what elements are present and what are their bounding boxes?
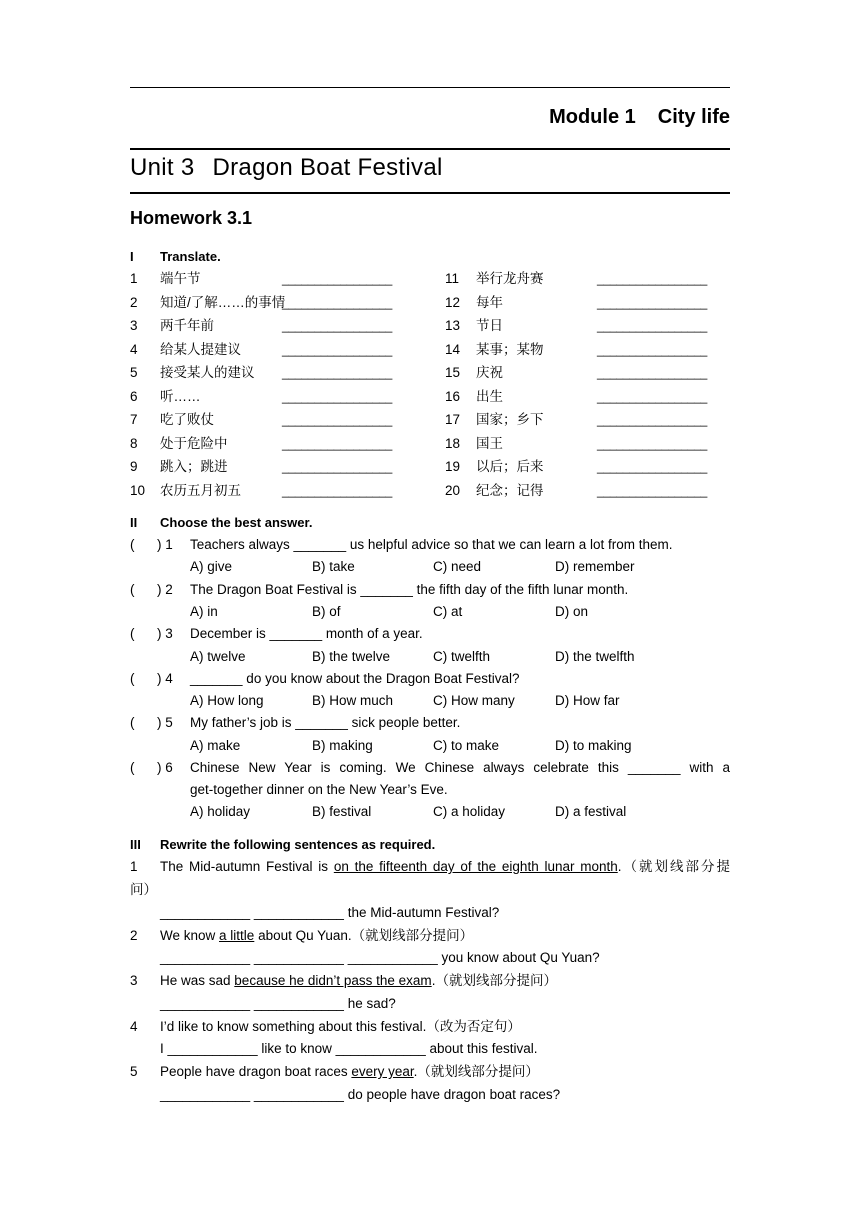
module-heading: Module 1 City life [549,106,730,128]
sentence-text: The Mid-autumn Festival is [160,859,334,874]
item-number: 13 [445,318,461,333]
answer-paren-open: ( [130,760,135,775]
option-c[interactable]: C) twelfth [433,648,491,664]
item-chinese-term: 端午节 [160,271,201,286]
item-number: 1 [130,271,138,286]
question-text: The Dragon Boat Festival is _______ the fifth day of the fifth lunar month. [190,581,629,597]
question-number: ) 6 [157,760,173,775]
question-text: _______ do you know about the Dragon Boat Festival? [190,670,520,686]
sentence [160,970,557,992]
item-number: 10 [130,482,146,498]
answer-blank[interactable]: _________________ [597,319,708,333]
answer-blank[interactable]: _________________ [597,436,708,451]
item-number: 5 [130,365,138,380]
item-chinese-term: 跳入；跳进 [160,459,228,474]
item-chinese-term: 举行龙舟赛 [476,271,544,286]
module-rule [130,148,730,150]
question-number: ) 2 [157,581,173,597]
answer-blank[interactable]: _________________ [597,413,708,427]
option-d[interactable]: D) How far [555,693,620,709]
item-chinese-term: 节日 [476,318,503,333]
item-number: 4 [130,341,138,357]
item-number: 18 [445,435,461,451]
item-number: 19 [445,459,461,474]
item-chinese-term: 接受某人的建议 [160,365,255,380]
answer-line[interactable]: I ____________ like to know ____________ about this festival. [160,1041,538,1056]
sentence-text: We know [160,927,220,943]
sentence-text: People have dragon boat races [160,1064,352,1079]
question-text: My father’s job is _______ sick people better. [190,715,461,731]
answer-blank[interactable]: _________________ [282,272,393,286]
option-c[interactable]: C) to make [433,737,500,753]
item-number: 17 [445,412,461,427]
sentence-instruction: .（就划线部分提问） [431,973,557,988]
option-b[interactable]: B) How much [312,693,394,709]
option-a[interactable]: A) give [190,559,233,575]
item-number: 15 [445,365,461,380]
answer-blank[interactable]: _________________ [597,342,708,357]
option-b[interactable]: B) festival [312,804,372,820]
answer-blank[interactable]: _________________ [597,272,708,286]
item-chinese-term: 出生 [476,388,503,404]
question-number: ) 4 [157,670,173,686]
option-c[interactable]: C) at [433,603,463,619]
question-number: ) 1 [157,537,173,552]
option-b[interactable]: B) making [312,737,373,753]
answer-blank[interactable]: _________________ [282,460,393,474]
answer-blank[interactable]: _________________ [597,460,708,474]
answer-paren-open: ( [130,581,135,597]
answer-blank[interactable]: _________________ [282,413,393,427]
answer-paren-open: ( [130,715,135,731]
answer-blank[interactable]: _________________ [282,342,393,357]
question-text: Teachers always _______ us helpful advice so that we can learn a lot from them. [190,537,673,552]
item-number: 1 [130,859,138,874]
section-2-number: II [130,515,138,530]
sentence [160,1061,539,1083]
underlined-part: every year [351,1064,414,1079]
item-number: 2 [130,294,138,310]
option-d[interactable]: D) a festival [555,804,627,820]
item-number: 6 [130,388,138,404]
sentence [160,925,473,947]
sentence [160,1016,521,1038]
option-a[interactable]: A) How long [190,693,264,709]
answer-paren-open: ( [130,670,135,686]
answer-paren-open: ( [130,537,135,552]
item-chinese-term: 给某人提建议 [160,341,241,357]
answer-line[interactable]: ____________ ____________ the Mid-autumn Festival? [160,904,500,920]
item-number: 3 [130,973,138,988]
underlined-part: a little [219,927,255,943]
item-chinese-term: 每年 [476,294,503,310]
item-number: 4 [130,1018,138,1034]
question-text: December is _______ month of a year. [190,626,423,642]
item-number: 8 [130,435,138,451]
unit-rule [130,192,730,194]
sentence-instruction: .（就划线部分提问） [413,1064,539,1079]
option-b[interactable]: B) the twelve [312,648,391,664]
option-a[interactable]: A) make [190,737,241,753]
answer-blank[interactable]: _________________ [282,483,393,498]
item-chinese-term: 处于危险中 [160,435,228,451]
question-number: ) 3 [157,626,173,642]
item-number: 3 [130,318,138,333]
item-number: 14 [445,341,461,357]
item-number: 9 [130,459,138,474]
item-chinese-term: 农历五月初五 [160,482,241,498]
question-number: ) 5 [157,715,173,731]
homework-title: Homework 3.1 [130,208,253,228]
option-d[interactable]: D) on [555,603,589,619]
answer-blank[interactable]: _________________ [282,295,393,310]
answer-paren-open: ( [130,626,135,642]
question-text: Chinese New Year is coming. We Chinese always celebrate this _______ with a [190,760,730,775]
option-c[interactable]: C) How many [433,693,515,709]
answer-blank[interactable]: _________________ [597,483,708,498]
underlined-part: on the fifteenth day of the eighth lunar month [333,859,618,874]
option-b[interactable]: B) take [312,559,355,575]
item-chinese-term: 国王 [476,435,503,451]
item-number: 16 [445,388,461,404]
question-text-cont: get-together dinner on the New Year’s Eve. [190,782,448,797]
sentence-text: I’d like to know something about this festival.（改为否定句） [160,1018,521,1034]
sentence-instruction: about Qu Yuan.（就划线部分提问） [254,927,474,943]
item-chinese-term: 两千年前 [160,318,214,333]
sentence [160,856,730,878]
option-c[interactable]: C) a holiday [433,804,506,820]
item-number: 2 [130,927,138,943]
answer-line[interactable]: ____________ ____________ do people have dragon boat races? [160,1086,561,1102]
option-c[interactable]: C) need [433,559,482,575]
option-d[interactable]: D) the twelfth [555,648,635,664]
item-number: 11 [445,271,460,286]
item-number: 12 [445,294,461,310]
item-chinese-term: 知道/了解……的事情 [160,294,286,310]
section-2-title: Choose the best answer. [160,515,313,530]
sentence-text: He was sad [160,973,235,988]
answer-blank[interactable]: _________________ [597,295,708,310]
answer-line[interactable]: ____________ ____________ he sad? [160,995,396,1011]
option-a[interactable]: A) in [190,603,218,619]
answer-line[interactable]: ____________ ____________ ____________ you know about Qu Yuan? [160,950,600,965]
underlined-part: because he didn’t pass the exam [234,973,432,988]
section-1-title: Translate. [160,249,221,264]
item-number: 20 [445,482,461,498]
item-number: 5 [130,1064,138,1079]
option-a[interactable]: A) twelve [190,648,246,664]
answer-blank[interactable]: _________________ [282,366,393,380]
item-chinese-term: 听…… [160,388,201,404]
option-d[interactable]: D) to making [555,737,632,753]
item-chinese-term: 某事；某物 [476,341,544,357]
answer-blank[interactable]: _________________ [597,366,708,380]
option-d[interactable]: D) remember [555,559,635,575]
section-3-title: Rewrite the following sentences as required. [160,837,436,852]
top-rule [130,87,730,88]
item-chinese-term: 庆祝 [476,365,503,380]
answer-blank[interactable]: _________________ [282,389,393,404]
option-b[interactable]: B) of [312,603,341,619]
item-chinese-term: 国家；乡下 [476,412,544,427]
item-chinese-term: 纪念；记得 [476,482,544,498]
sentence-instruction-cont: 问） [130,881,157,897]
item-chinese-term: 吃了败仗 [160,412,214,427]
section-1-number: I [130,249,134,264]
answer-blank[interactable]: _________________ [282,319,393,333]
item-number: 7 [130,412,138,427]
sentence-instruction: .（就划线部分提 [617,859,730,874]
answer-blank[interactable]: _________________ [282,436,393,451]
section-3-number: III [130,837,141,852]
option-a[interactable]: A) holiday [190,804,251,820]
item-chinese-term: 以后；后来 [476,459,544,474]
answer-blank[interactable]: _________________ [597,389,708,404]
unit-heading: Unit 3 Dragon Boat Festival [130,154,443,181]
